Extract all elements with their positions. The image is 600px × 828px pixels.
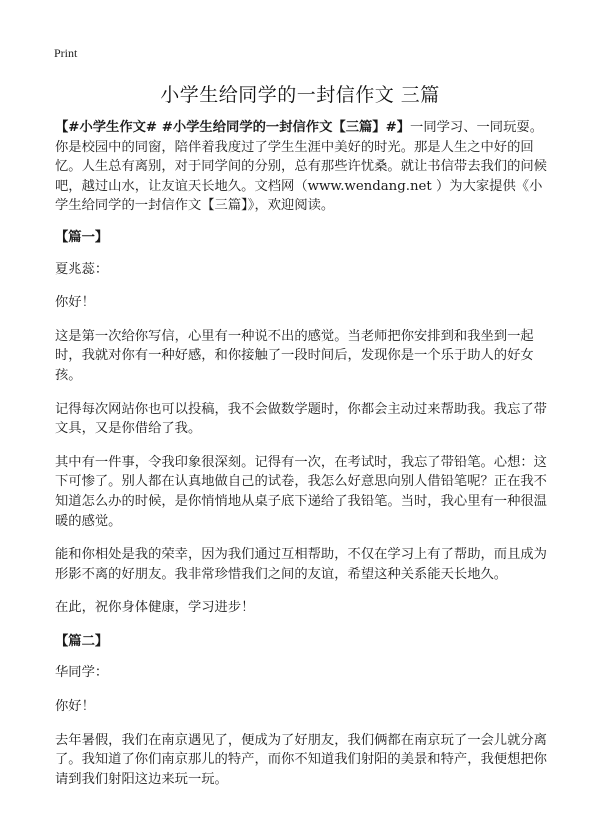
letter-paragraph: 其中有一件事，令我印象很深刻。记得有一次，在考试时，我忘了带铅笔。心想：这下可惨了。别人都在认真地做自己的试卷，我怎么好意思向别人借铅笔呢？正在我不知道怎么办的时候，是你悄悄地从桌子底下递给了我铅笔。当时，我心里有一种很温暖的感觉。	[55, 454, 547, 529]
letter-paragraph: 能和你相处是我的荣幸，因为我们通过互相帮助，不仅在学习上有了帮助，而且成为形影不离的好朋友。我非常珍惜我们之间的友谊，希望这种关系能天长地久。	[55, 547, 547, 582]
letter-paragraph: 去年暑假，我们在南京遇见了，便成为了好朋友，我们俩都在南京玩了一会儿就分离了。我知道了你们南京那儿的特产，而你不知道我们射阳的美景和特产，我便想把你请到我们射阳这边来玩一玩。	[55, 732, 547, 787]
letter-hello: 你好！	[55, 699, 95, 715]
letter-paragraph: 这是第一次给你写信，心里有一种说不出的感觉。当老师把你安排到和我坐到一起时，我就对你有一种好感，和你接触了一段时间后，发现你是一个乐于助人的好女孩。	[55, 328, 534, 383]
letter-greeting: 夏兆蕊：	[55, 261, 109, 277]
article-body	[55, 118, 549, 803]
page-title: 小学生给同学的一封信作文 三篇	[160, 84, 440, 106]
print-link[interactable]: Print	[54, 46, 78, 60]
intro-paragraph	[55, 118, 549, 216]
section-heading: 【篇二】	[55, 633, 109, 649]
intro-tags: 【#小学生作文# #小学生给同学的一封信作文【三篇】#】	[55, 120, 411, 135]
letter-paragraph: 记得每次网站你也可以投稿，我不会做数学题时，你都会主动过来帮助我。我忘了带文具，又是你借给了我。	[55, 401, 547, 437]
intro-text: 一同学习、一同玩耍。你是校园中的同窗，陪伴着我度过了学生生涯中美好的时光。那是人生之中好的回忆。人生总有离别，对于同学间的分别，总有那些许忧桑。就让书信带去我们的问候吧，越过山水，让友谊天长地久。文档网（www.wendang.net ）为大家提供《小学生给同学的一封信作文【三篇】》，欢迎阅读。	[55, 120, 547, 214]
letter-greeting: 华同学：	[55, 665, 109, 681]
letter-hello: 你好！	[55, 295, 95, 311]
section-heading: 【篇一】	[55, 229, 109, 245]
letter-paragraph: 在此，祝你身体健康，学习进步！	[55, 600, 255, 616]
